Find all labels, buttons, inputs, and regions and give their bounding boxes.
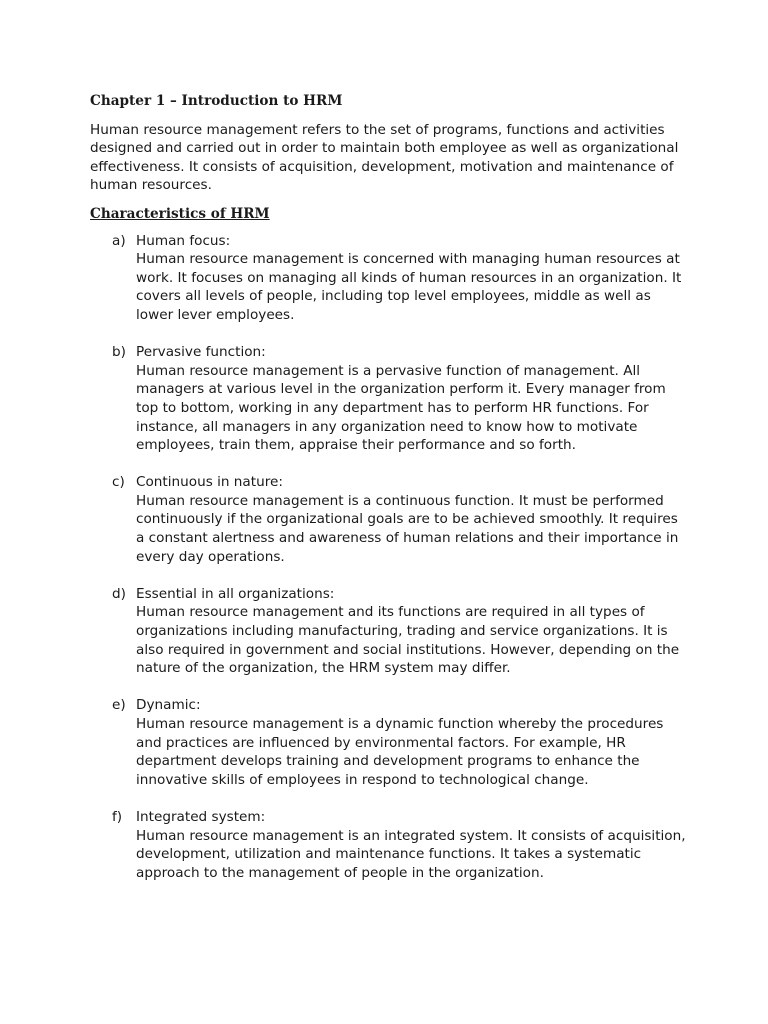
item-title: Essential in all organizations:	[136, 585, 335, 602]
item-body: Human resource management is a pervasive function of management. All managers at various level in the organization perform it. Every manager from top to bottom, working in any department has to perform HR functions. For instance, all managers in any organization need to know how to motivate employees, train them, appraise their performance and so forth.	[136, 362, 666, 454]
item-body: Human resource management is a continuous function. It must be performed continuously if the organizational goals are to be achieved smoothly. It requires a constant alertness and awareness of human relations and their importance in every day operations.	[136, 492, 679, 565]
list-item	[90, 473, 690, 566]
list-item	[90, 343, 690, 455]
item-body: Human resource management is a dynamic function whereby the procedures and practices are influenced by environmental factors. For example, HR department develops training and development programs to enhance the innovative skills of employees in respond to technological change.	[136, 716, 664, 788]
list-marker: b)	[112, 344, 126, 361]
list-marker: d)	[112, 585, 126, 602]
item-body: Human resource management is concerned with managing human resources at work. It focuses on managing all kinds of human resources in an organization. It covers all levels of people, including top level employees, middle as well as lower lever employees.	[136, 251, 682, 323]
list-item	[90, 696, 690, 789]
list-marker: c)	[112, 474, 125, 491]
item-title: Human focus:	[136, 232, 231, 249]
list-marker: e)	[112, 697, 126, 714]
characteristics-list	[90, 232, 690, 883]
document-page	[90, 92, 690, 901]
item-title: Pervasive function:	[136, 344, 266, 361]
section-heading: Characteristics of HRM	[90, 205, 270, 222]
item-title: Integrated system:	[136, 808, 266, 825]
list-item	[90, 808, 690, 882]
item-title: Continuous in nature:	[136, 474, 283, 491]
intro-paragraph: Human resource management refers to the set of programs, functions and activities designed and carried out in order to maintain both employee as well as organizational effectiveness. It consists of acquisition, development, motivation and maintenance of human resources.	[90, 121, 679, 194]
list-marker: a)	[112, 232, 126, 249]
chapter-title: Chapter 1 – Introduction to HRM	[90, 93, 343, 109]
list-marker: f)	[112, 808, 123, 825]
list-item	[90, 585, 690, 678]
list-item	[90, 232, 690, 325]
item-title: Dynamic:	[136, 697, 201, 714]
item-body: Human resource management and its functions are required in all types of organizations including manufacturing, trading and service organizations. It is also required in government and social institutions. However, depending on the nature of the organization, the HRM system may differ.	[136, 604, 680, 677]
item-body: Human resource management is an integrated system. It consists of acquisition, development, utilization and maintenance functions. It takes a systematic approach to the management of people in the organization.	[136, 827, 686, 881]
